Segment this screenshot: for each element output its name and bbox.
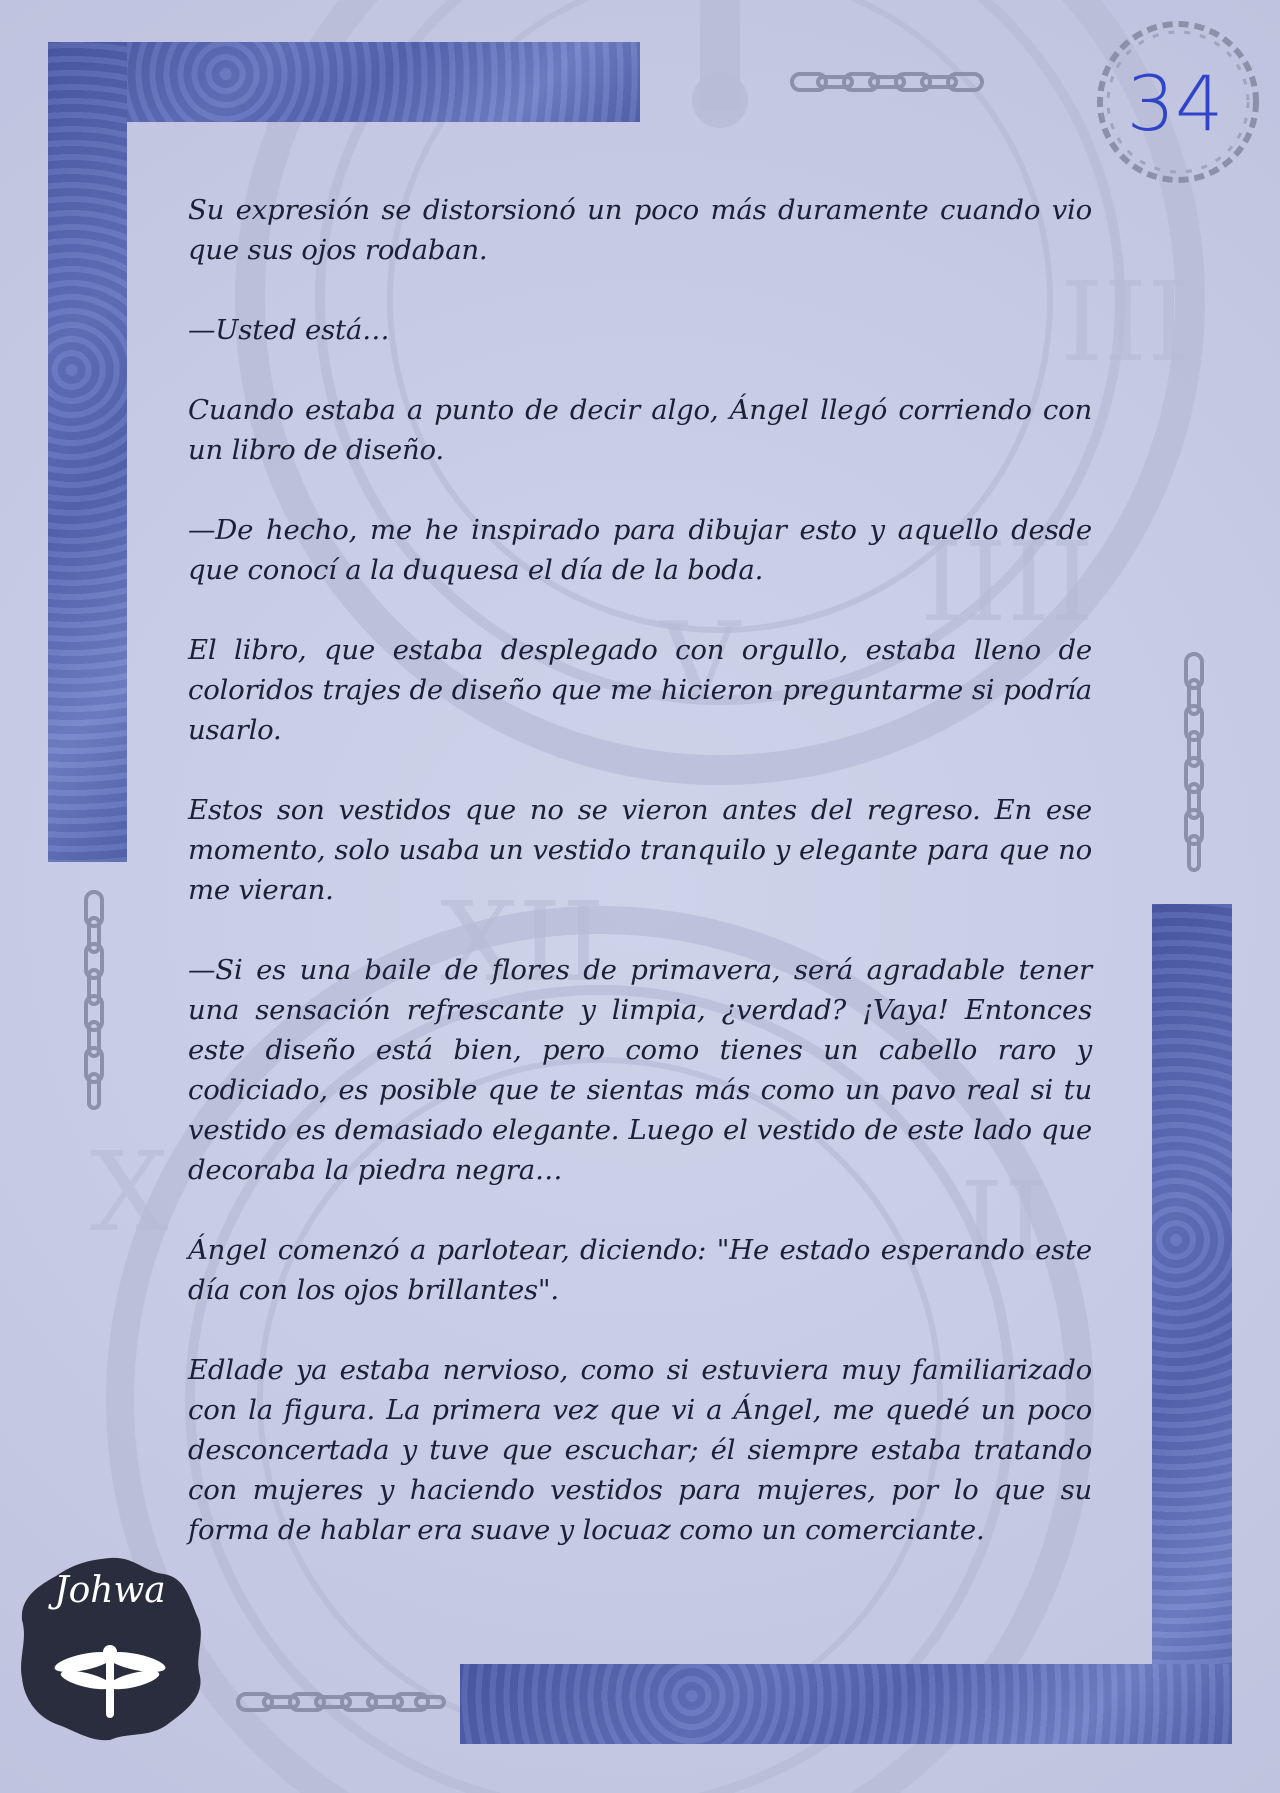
paragraph: Edlade ya estaba nervioso, como si estuviera muy familiarizado con la figura. La primera vez que vi a Ángel, me quedé un poco desconcertada y tuve que escuchar; él siempre estaba tratando con mujeres y haciendo vestidos para mujeres, por lo que su forma de hablar era suave y locuaz como un comerciante. — [188, 1354, 1092, 1546]
paragraph: —De hecho, me he inspirado para dibujar esto y aquello desde que conocí a la duquesa el día de la boda. — [188, 514, 1092, 586]
chain-bottom-icon — [236, 1688, 446, 1716]
svg-text:III: III — [1060, 258, 1191, 386]
paragraph: Cuando estaba a punto de decir algo, Ángel llegó corriendo con un libro de diseño. — [188, 394, 1092, 466]
paragraph: —Usted está… — [188, 314, 390, 346]
chain-top-icon — [790, 68, 986, 96]
logo — [14, 1552, 206, 1742]
frame-bar-right — [1152, 904, 1232, 1744]
paragraph: Ángel comenzó a parlotear, diciendo: "He estado esperando este día con los ojos brillantes". — [188, 1234, 1092, 1306]
frame-bar-left — [48, 42, 127, 862]
body-text — [188, 190, 1092, 1590]
chain-right-icon — [1180, 652, 1208, 882]
page-number: 34 — [1126, 58, 1224, 148]
frame-bar-bottom — [460, 1664, 1232, 1744]
paragraph: Estos son vestidos que no se vieron antes del regreso. En ese momento, solo usaba un vestido tranquilo y elegante para que no me vieran. — [188, 794, 1092, 906]
frame-bar-top — [48, 42, 640, 122]
svg-text:II: II — [960, 1158, 1047, 1286]
paragraph: El libro, que estaba desplegado con orgullo, estaba lleno de coloridos trajes de diseño que me hicieron preguntarme si podría usarlo. — [188, 634, 1092, 746]
svg-text:IIII: IIII — [920, 518, 1094, 646]
logo-text: Johwa — [54, 1570, 166, 1611]
svg-text:X: X — [90, 1128, 169, 1256]
svg-text:V: V — [660, 598, 740, 726]
paragraph: Su expresión se distorsionó un poco más duramente cuando vio que sus ojos rodaban. — [188, 194, 1092, 266]
svg-text:XII: XII — [440, 878, 606, 1006]
chain-left-icon — [80, 890, 108, 1110]
paragraph: —Si es una baile de flores de primavera, será agradable tener una sensación refrescante y limpia, ¿verdad? ¡Vaya! Entonces este diseño está bien, pero como tienes un cabello raro y codiciado, es posible que te sientas más como un pavo real si tu vestido es demasiado elegante. Luego el vestido de este lado que decoraba la piedra negra… — [188, 954, 1092, 1186]
